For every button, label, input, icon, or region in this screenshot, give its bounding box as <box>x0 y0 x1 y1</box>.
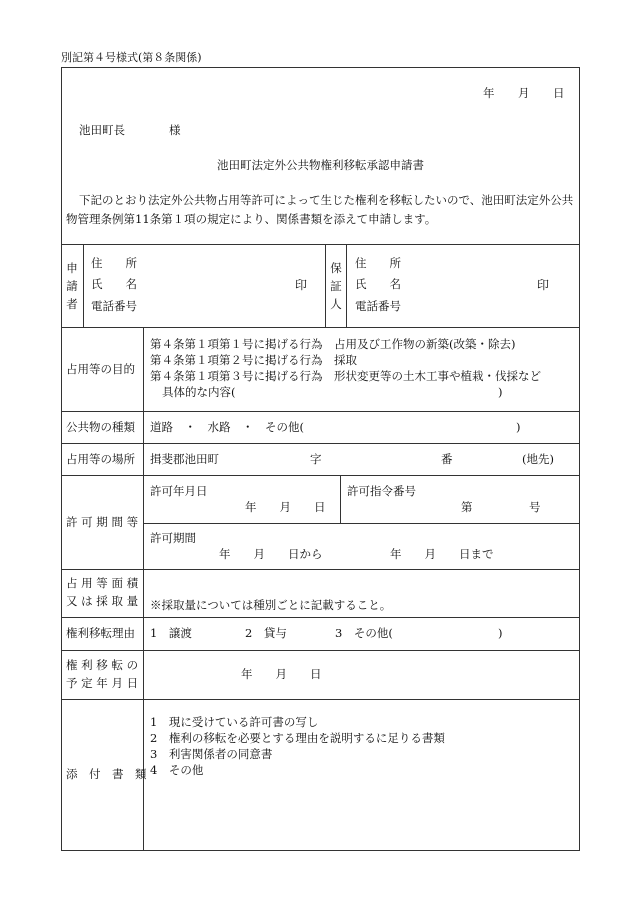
attachments-label: 添 付 書 類 <box>66 767 147 781</box>
addressee-name: 池田町長 <box>79 123 125 137</box>
intro-line-2: 物管理条例第11条第１項の規定により、関係書類を添えて申請します。 <box>66 212 437 226</box>
purpose-detail: 具体的な内容( <box>162 385 236 399</box>
area-label-line-2: 又 は 採 取 量 <box>66 594 139 608</box>
reason-option-3: 3 その他( <box>335 626 393 640</box>
row-divider <box>61 569 580 570</box>
transfer-date-value: 年 月 日 <box>241 667 322 681</box>
col-divider <box>325 244 326 327</box>
attachment-item: 4 その他 <box>150 763 204 777</box>
guarantor-address-label: 住 所 <box>355 256 401 270</box>
date-day: 日 <box>553 86 565 100</box>
transfer-date-label-line-1: 権 利 移 転 の <box>66 658 139 672</box>
reason-option-2: 2 貸与 <box>245 626 287 640</box>
row-divider <box>61 617 580 618</box>
term-to: 年 月 日まで <box>390 547 494 561</box>
document-title: 池田町法定外公共物権利移転承認申請書 <box>217 158 424 172</box>
attachment-item: 3 利害関係者の同意書 <box>150 747 273 761</box>
col-divider <box>83 244 84 327</box>
reason-label: 権利移転理由 <box>66 626 135 640</box>
row-divider <box>61 327 580 328</box>
period-label: 許 可 期 間 等 <box>66 515 139 529</box>
row-divider <box>61 699 580 700</box>
reason-option-1: 1 譲渡 <box>150 626 192 640</box>
order-no-go: 号 <box>529 500 541 514</box>
area-label-line-1: 占 用 等 面 積 <box>66 576 139 590</box>
intro-line-1: 下記のとおり法定外公共物占用等許可によって生じた権利を移転したいので、池田町法定外公共 <box>79 193 574 207</box>
col-divider <box>346 244 347 327</box>
place-aza: 字 <box>310 452 322 466</box>
guarantor-label: 保証人 <box>330 261 342 311</box>
place-town: 揖斐郡池田町 <box>150 452 219 466</box>
purpose-detail-close: ) <box>498 385 503 399</box>
applicant-address-label: 住 所 <box>91 256 137 270</box>
row-divider <box>61 244 580 245</box>
applicant-seal: 印 <box>295 278 308 292</box>
permit-date-label: 許可年月日 <box>150 484 208 498</box>
attachment-item: 2 権利の移転を必要とする理由を説明するに足りる書類 <box>150 731 445 745</box>
guarantor-phone-label: 電話番号 <box>355 299 401 313</box>
form-label: 別記第４号様式(第８条関係) <box>61 51 202 64</box>
guarantor-name-label: 氏 名 <box>355 277 401 291</box>
row-divider <box>143 523 580 524</box>
place-ban: 番 <box>441 452 453 466</box>
place-label: 占用等の場所 <box>66 452 135 466</box>
attachment-item: 1 現に受けている許可書の写し <box>150 715 319 729</box>
purpose-label: 占用等の目的 <box>66 362 135 376</box>
transfer-date-label-line-2: 予 定 年 月 日 <box>66 676 139 690</box>
purpose-line-2: 第４条第１項第２号に掲げる行為 採取 <box>150 353 357 367</box>
date-month: 月 <box>518 86 530 100</box>
kind-label: 公共物の種類 <box>66 420 135 434</box>
row-divider <box>61 411 580 412</box>
applicant-label: 申請者 <box>66 261 78 311</box>
date-year: 年 <box>483 86 495 100</box>
permit-date-value: 年 月 日 <box>245 500 326 514</box>
reason-close: ) <box>498 626 503 640</box>
kind-close: ) <box>516 420 521 434</box>
row-divider <box>61 475 580 476</box>
term-label: 許可期間 <box>150 531 196 545</box>
place-chisaki: (地先) <box>522 452 554 466</box>
area-note: ※採取量については種別ごとに記載すること。 <box>150 598 392 612</box>
applicant-name-label: 氏 名 <box>91 277 137 291</box>
row-divider <box>61 443 580 444</box>
row-divider <box>61 650 580 651</box>
addressee-honorific: 様 <box>169 123 181 137</box>
kind-value: 道路 ・ 水路 ・ その他( <box>150 420 304 434</box>
term-from: 年 月 日から <box>219 547 323 561</box>
applicant-phone-label: 電話番号 <box>91 299 137 313</box>
col-divider <box>340 475 341 523</box>
purpose-line-1: 第４条第１項第１号に掲げる行為 占用及び工作物の新築(改築・除去) <box>150 337 516 351</box>
order-no-dai: 第 <box>461 500 473 514</box>
guarantor-seal: 印 <box>537 278 550 292</box>
order-no-label: 許可指令番号 <box>347 484 416 498</box>
purpose-line-3: 第４条第１項第３号に掲げる行為 形状変更等の土木工事や植栽・伐採など <box>150 369 541 383</box>
